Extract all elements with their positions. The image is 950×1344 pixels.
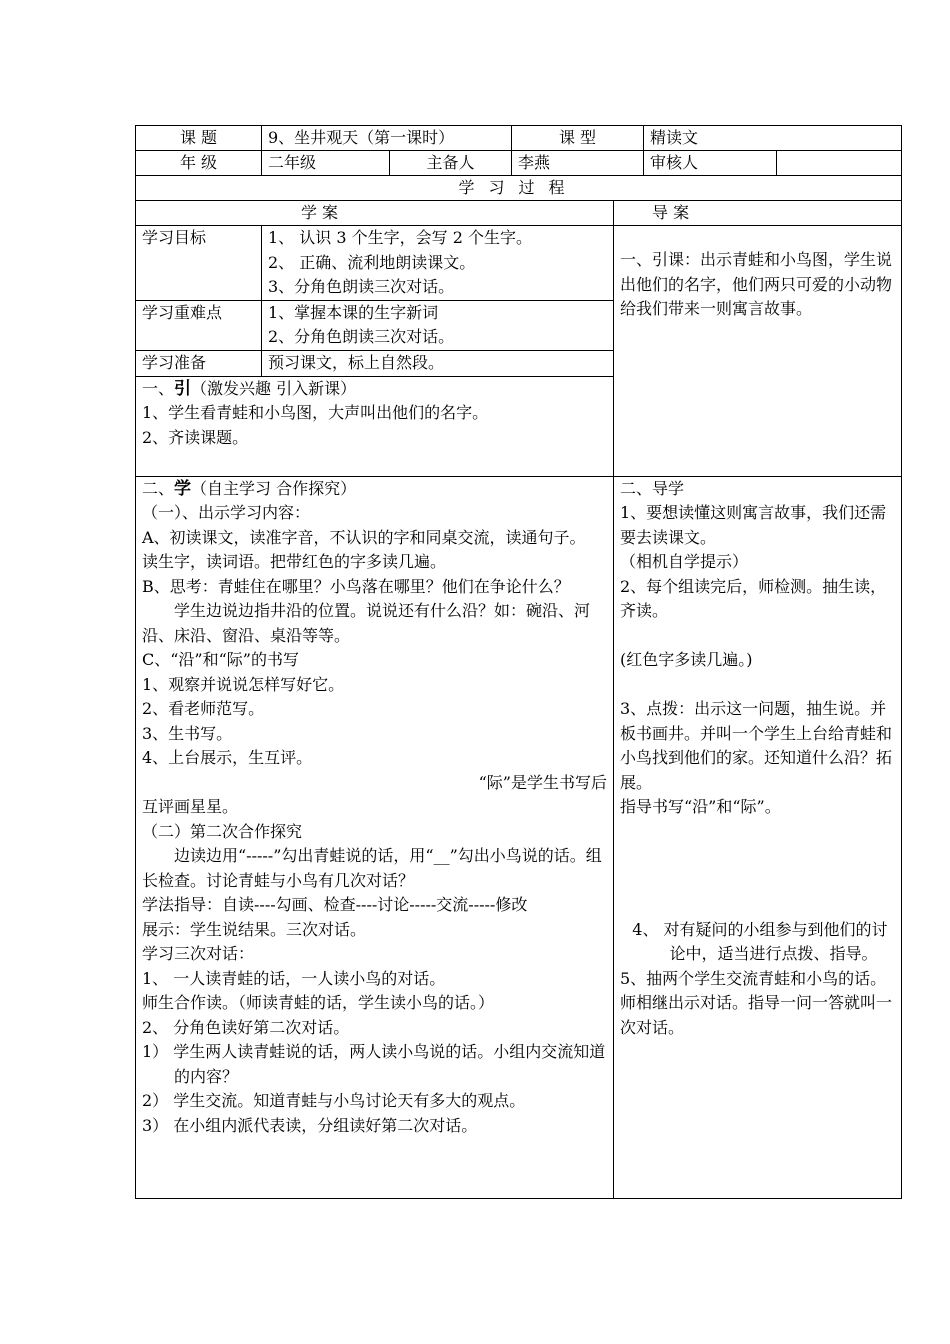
learn-line: 1） 学生两人读青蛙说的话，两人读小鸟说的话。小组内交流知道的内容？ xyxy=(142,1042,606,1086)
prep-label: 学习准备 xyxy=(136,350,262,376)
header-row-2 xyxy=(136,151,902,176)
guide-column-label: 导 案 xyxy=(652,203,690,222)
keypoint-item: 2、分角色朗读三次对话。 xyxy=(268,327,455,346)
guide-line: 二、导学 xyxy=(620,478,685,498)
keypoint-item: 1、掌握本课的生字新词 xyxy=(268,302,439,322)
learn-line: 学生边说边指井沿的位置。说说还有什么沿？如：碗沿、河沿、床沿、窗沿、桌沿等等。 xyxy=(142,601,591,645)
guide-line: 4、 对有疑问的小组参与到他们的讨论中，适当进行点拨、指导。 xyxy=(632,919,888,963)
learn-title-rest: （自主学习 合作探究） xyxy=(191,478,357,498)
learn-line: 边读边用“-----”勾出青蛙说的话，用“__”勾出小鸟说的话。组长检查。讨论青蛙与小鸟有几次对话？ xyxy=(142,846,602,890)
reviewer-label: 审核人 xyxy=(644,151,777,176)
intro-title-rest: （激发兴趣 引入新课） xyxy=(191,378,357,398)
learn-line: 1、观察并说说怎样写好它。 xyxy=(142,674,345,694)
guide-line: (红色字多读几遍。) xyxy=(620,650,753,669)
learn-line: 4、上台展示，生互评。 xyxy=(142,748,313,767)
intro-line: 1、学生看青蛙和小鸟图，大声叫出他们的名字。 xyxy=(142,403,489,422)
intro-line: 2、齐读课题。 xyxy=(142,427,249,447)
reviewer-value xyxy=(777,151,902,176)
learn-line: （二）第二次合作探究 xyxy=(142,821,303,841)
goals-label: 学习目标 xyxy=(136,226,262,301)
guide-intro-text: 一、引课：出示青蛙和小鸟图，学生说出他们的名字，他们两只可爱的小动物给我们带来一则寓言故事。 xyxy=(620,250,893,318)
learn-line: 3、生书写。 xyxy=(142,723,233,743)
guide-column-header xyxy=(614,201,902,226)
header-row-1 xyxy=(136,126,902,151)
learn-line: 师生合作读。（师读青蛙的话，学生读小鸟的话。） xyxy=(142,993,495,1012)
learn-line: 学法指导：自读----勾画、检查----讨论-----交流-----修改 xyxy=(142,895,528,914)
intro-title-prefix: 一、 xyxy=(142,378,175,398)
guide-line: 1、要想读懂这则寓言故事，我们还需要去读课文。 xyxy=(620,503,887,547)
intro-title-bold: 引 xyxy=(174,378,192,399)
learn-line: 学习三次对话： xyxy=(142,944,255,963)
study-column-label: 学 案 xyxy=(300,203,339,222)
prep-content: 预习课文，标上自然段。 xyxy=(262,350,614,376)
goal-item: 2、 正确、流利地朗读课文。 xyxy=(268,252,476,272)
guide-line: 指导书写“沿”和“际”。 xyxy=(620,797,781,816)
lesson-table xyxy=(135,125,902,1199)
guide-intro-cell xyxy=(614,226,902,477)
process-title-row xyxy=(136,176,902,201)
learn-cell xyxy=(136,476,614,1198)
goals-content xyxy=(262,226,614,301)
guide-line: 3、点拨：出示这一问题，抽生说。并板书画井。并叫一个学生上台给青蛙和小鸟找到他们的家。还知道什么沿？拓展。 xyxy=(620,699,893,792)
learn-row xyxy=(136,476,902,1198)
learn-line: 2、看老师范写。 xyxy=(142,699,265,718)
goal-item: 1、 认识 3 个生字，会写 2 个生字。 xyxy=(268,228,532,247)
intro-cell xyxy=(136,376,614,476)
preparer-label: 主备人 xyxy=(390,151,512,176)
learn-line: B、思考：青蛙住在哪里？小鸟落在哪里？他们在争论什么？ xyxy=(142,576,570,596)
learn-line: A、初读课文，读准字音，不认识的字和同桌交流，读通句子。 xyxy=(142,527,586,547)
intro-title xyxy=(142,377,607,402)
learn-line: 3） 在小组内派代表读，分组读好第二次对话。 xyxy=(142,1115,478,1135)
learn-title-bold: 学 xyxy=(174,478,192,499)
learn-line: 展示：学生说结果。三次对话。 xyxy=(142,919,367,939)
goals-row xyxy=(136,226,902,301)
grade-label: 年 级 xyxy=(136,151,262,176)
keypoints-label: 学习重难点 xyxy=(136,300,262,350)
guide-line: （相机自学提示） xyxy=(620,552,749,571)
keypoints-content xyxy=(262,300,614,350)
course-value: 9、坐井观天（第一课时） xyxy=(262,126,512,151)
study-column-header xyxy=(136,201,614,226)
learn-line: 2） 学生交流。知道青蛙与小鸟讨论天有多大的观点。 xyxy=(142,1091,526,1110)
type-value: 精读文 xyxy=(644,126,902,151)
guide-line: 5、抽两个学生交流青蛙和小鸟的话。师相继出示对话。指导一问一答就叫一次对话。 xyxy=(620,968,893,1037)
learn-line: C、“沿”和“际”的书写 xyxy=(142,650,299,669)
preparer-value: 李燕 xyxy=(512,151,644,176)
guide-line: 2、每个组读完后，师检测。抽生读，齐读。 xyxy=(620,576,887,620)
learn-line: 读生字，读词语。把带红色的字多读几遍。 xyxy=(142,552,447,571)
process-title: 学习过程 xyxy=(136,176,902,201)
guide-learn-cell xyxy=(614,476,902,1198)
column-header-row xyxy=(136,201,902,226)
grade-value: 二年级 xyxy=(262,151,390,176)
goal-item: 3、分角色朗读三次对话。 xyxy=(268,277,455,296)
learn-line: “际”是学生书写后 xyxy=(478,772,607,792)
learn-line: 1、 一人读青蛙的话，一人读小鸟的对话。 xyxy=(142,968,446,988)
course-label: 课 题 xyxy=(136,126,262,151)
learn-line: （一）、出示学习内容： xyxy=(142,503,311,522)
learn-line: 2、 分角色读好第二次对话。 xyxy=(142,1017,350,1037)
learn-line: 互评画星星。 xyxy=(142,797,239,816)
type-label: 课 型 xyxy=(512,126,644,151)
learn-title xyxy=(142,477,607,502)
learn-title-prefix: 二、 xyxy=(142,478,175,498)
